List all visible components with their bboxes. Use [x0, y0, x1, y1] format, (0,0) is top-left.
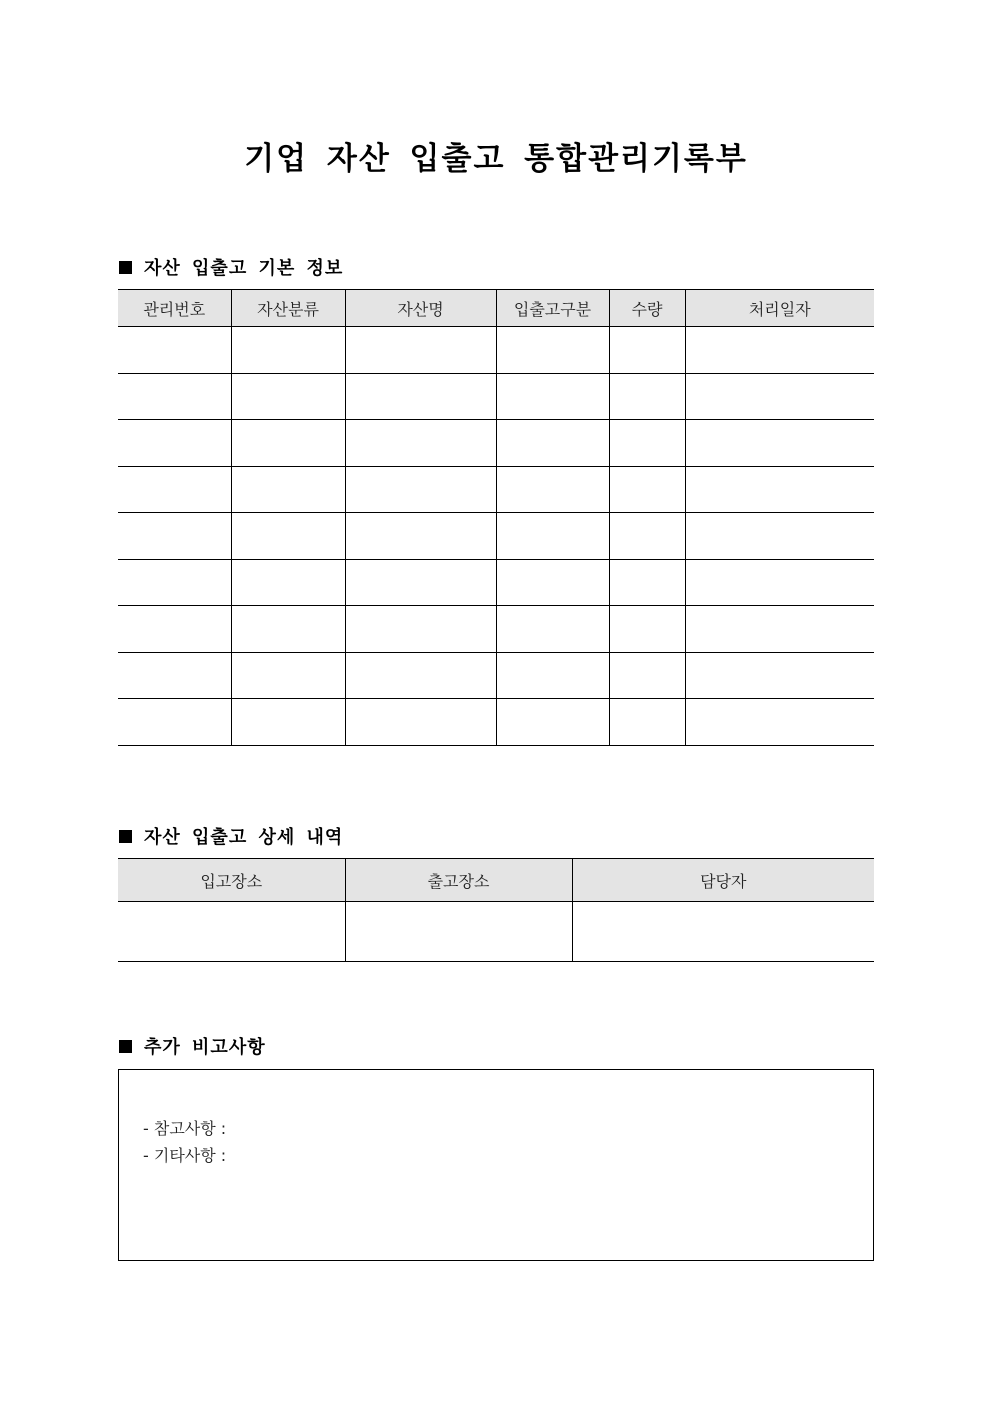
table-cell[interactable] [496, 559, 609, 606]
detail-table [118, 858, 874, 962]
table-row [118, 699, 874, 746]
table-cell[interactable] [231, 373, 345, 420]
table-row [118, 652, 874, 699]
table-cell[interactable] [345, 606, 496, 653]
table-cell[interactable] [685, 420, 874, 467]
table-row [118, 513, 874, 560]
section-heading-basic-label: 자산 입출고 기본 정보 [144, 258, 344, 279]
table-cell[interactable] [609, 373, 685, 420]
table-header-row [118, 859, 874, 902]
table-cell[interactable] [231, 466, 345, 513]
table-cell[interactable] [685, 513, 874, 560]
section-heading-remarks-label: 추가 비고사항 [144, 1037, 266, 1058]
table-cell[interactable] [345, 466, 496, 513]
column-header-person-in-charge: 담당자 [572, 859, 874, 902]
table-cell[interactable] [685, 373, 874, 420]
square-bullet-icon [119, 261, 132, 274]
table-cell[interactable] [685, 652, 874, 699]
table-cell[interactable] [118, 699, 231, 746]
square-bullet-icon [119, 830, 132, 843]
section-heading-detail [119, 823, 343, 849]
table-cell[interactable] [118, 652, 231, 699]
table-cell[interactable] [685, 466, 874, 513]
table-row [118, 559, 874, 606]
table-cell[interactable] [609, 327, 685, 374]
table-cell[interactable] [231, 327, 345, 374]
table-cell[interactable] [496, 513, 609, 560]
table-cell[interactable] [609, 420, 685, 467]
table-cell[interactable] [345, 902, 572, 962]
table-row [118, 373, 874, 420]
table-cell[interactable] [345, 652, 496, 699]
table-cell[interactable] [118, 902, 345, 962]
table-cell[interactable] [231, 606, 345, 653]
table-row [118, 327, 874, 374]
table-cell[interactable] [345, 327, 496, 374]
table-cell[interactable] [496, 606, 609, 653]
table-cell[interactable] [685, 699, 874, 746]
column-header-management-number: 관리번호 [118, 290, 231, 327]
table-cell[interactable] [345, 513, 496, 560]
table-cell[interactable] [231, 699, 345, 746]
table-cell[interactable] [496, 420, 609, 467]
table-cell[interactable] [572, 902, 874, 962]
table-cell[interactable] [231, 559, 345, 606]
table-cell[interactable] [231, 420, 345, 467]
remark-reference-line: - 참고사항 : [143, 1119, 227, 1138]
table-cell[interactable] [496, 373, 609, 420]
table-cell[interactable] [118, 513, 231, 560]
table-cell[interactable] [118, 606, 231, 653]
square-bullet-icon [119, 1040, 132, 1053]
table-cell[interactable] [345, 559, 496, 606]
section-heading-basic [119, 254, 343, 280]
table-cell[interactable] [118, 420, 231, 467]
remark-other-line: - 기타사항 : [143, 1146, 227, 1165]
basic-info-table [118, 289, 874, 746]
table-cell[interactable] [345, 420, 496, 467]
column-header-in-out-type: 입출고구분 [496, 290, 609, 327]
table-cell[interactable] [345, 699, 496, 746]
table-header-row [118, 290, 874, 327]
table-row [118, 466, 874, 513]
table-cell[interactable] [609, 606, 685, 653]
table-cell[interactable] [609, 513, 685, 560]
column-header-quantity: 수량 [609, 290, 685, 327]
section-heading-remarks [119, 1033, 266, 1059]
table-cell[interactable] [496, 699, 609, 746]
remarks-box[interactable] [118, 1069, 874, 1261]
table-row [118, 902, 874, 962]
column-header-process-date: 처리일자 [685, 290, 874, 327]
column-header-asset-name: 자산명 [345, 290, 496, 327]
table-cell[interactable] [231, 513, 345, 560]
section-heading-detail-label: 자산 입출고 상세 내역 [144, 827, 344, 848]
table-cell[interactable] [609, 652, 685, 699]
table-cell[interactable] [609, 559, 685, 606]
column-header-asset-category: 자산분류 [231, 290, 345, 327]
table-cell[interactable] [118, 327, 231, 374]
table-cell[interactable] [609, 699, 685, 746]
table-cell[interactable] [118, 559, 231, 606]
table-cell[interactable] [685, 327, 874, 374]
table-cell[interactable] [609, 466, 685, 513]
table-row [118, 420, 874, 467]
column-header-inbound-location: 입고장소 [118, 859, 345, 902]
table-cell[interactable] [345, 373, 496, 420]
document-title: 기업 자산 입출고 통합관리기록부 [244, 141, 748, 177]
table-cell[interactable] [496, 327, 609, 374]
table-cell[interactable] [118, 466, 231, 513]
column-header-outbound-location: 출고장소 [345, 859, 572, 902]
table-cell[interactable] [231, 652, 345, 699]
table-cell[interactable] [496, 466, 609, 513]
table-cell[interactable] [685, 606, 874, 653]
table-cell[interactable] [685, 559, 874, 606]
table-cell[interactable] [118, 373, 231, 420]
table-row [118, 606, 874, 653]
table-cell[interactable] [496, 652, 609, 699]
